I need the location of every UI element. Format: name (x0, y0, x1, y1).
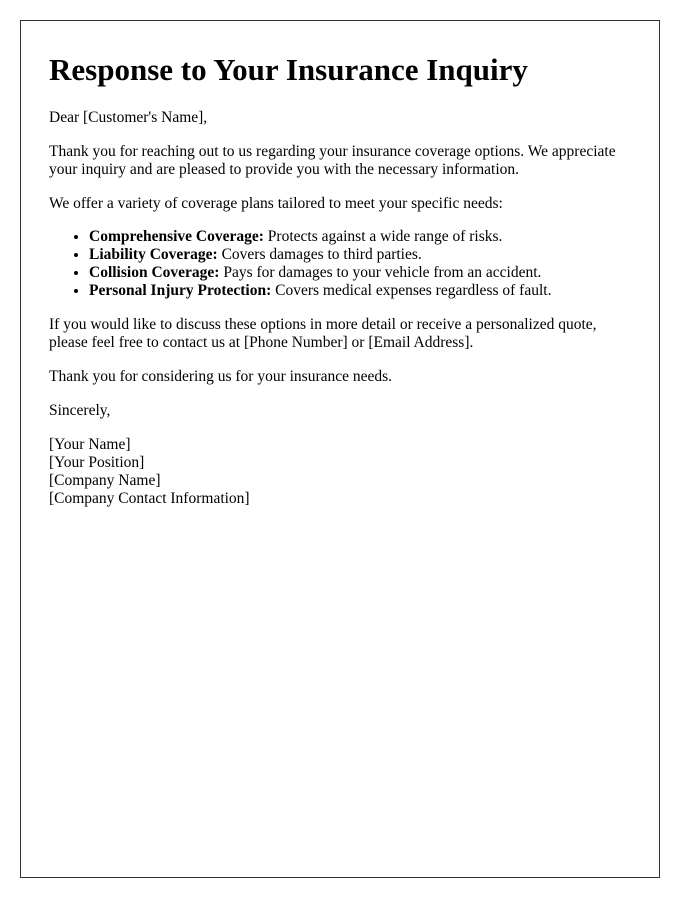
plan-name: Collision Coverage: (89, 264, 220, 281)
plans-intro: We offer a variety of coverage plans tailored to meet your specific needs: (49, 195, 503, 212)
signature-block (49, 436, 629, 508)
intro-paragraph: Thank you for reaching out to us regarding your insurance coverage options. We appreciate your inquiry and are pleased to provide you with the necessary information. (49, 143, 616, 178)
plan-description: Pays for damages to your vehicle from an accident. (219, 264, 542, 281)
list-item (89, 228, 629, 246)
list-item (89, 282, 629, 300)
signature-company: [Company Name] (49, 472, 161, 489)
plan-description: Covers damages to third parties. (217, 246, 422, 263)
plan-name: Liability Coverage: (89, 246, 218, 263)
plan-name: Comprehensive Coverage: (89, 228, 264, 245)
signature-name: [Your Name] (49, 436, 131, 453)
coverage-plan-list (49, 228, 629, 300)
signature-contact: [Company Contact Information] (49, 490, 250, 507)
list-item (89, 246, 629, 264)
contact-paragraph: If you would like to discuss these options in more detail or receive a personalized quote, please feel free to contact us at [Phone Number] or [Email Address]. (49, 316, 597, 351)
letter-body (49, 21, 629, 508)
signature-position: [Your Position] (49, 454, 145, 471)
list-item (89, 264, 629, 282)
thanks-paragraph: Thank you for considering us for your insurance needs. (49, 368, 393, 385)
plan-description: Protects against a wide range of risks. (263, 228, 503, 245)
letter-page (20, 20, 660, 878)
plan-description: Covers medical expenses regardless of fault. (271, 282, 552, 299)
salutation: Dear [Customer's Name], (49, 109, 208, 126)
closing: Sincerely, (49, 402, 111, 419)
plan-name: Personal Injury Protection: (89, 282, 272, 299)
letter-title: Response to Your Insurance Inquiry (49, 52, 528, 87)
